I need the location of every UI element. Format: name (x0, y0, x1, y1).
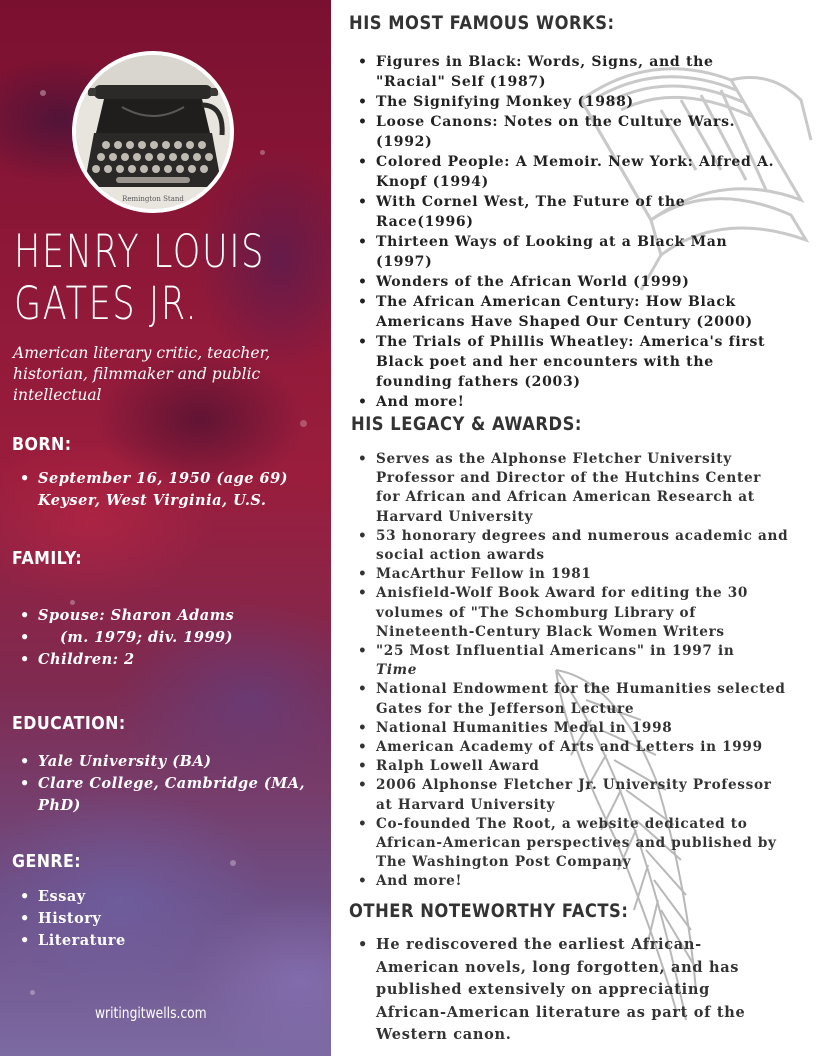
family-heading: FAMILY: (12, 548, 83, 569)
profile-sidebar (0, 0, 331, 1056)
legacy-list (358, 450, 790, 892)
facts-heading: OTHER NOTEWORTHY FACTS: (349, 900, 629, 922)
list-item: • Loose Canons: Notes on the Culture Wars. (1992) (358, 112, 788, 152)
family-list (20, 605, 320, 671)
education-list (20, 751, 320, 817)
typewriter-photo (72, 51, 234, 213)
education-heading: EDUCATION: (12, 713, 126, 734)
photo-caption: Remington Stand (122, 195, 184, 203)
list-item: • He rediscovered the earliest African-American novels, long forgotten, and has published extensively on appreciating African-American literature as part of the Western canon. (358, 934, 778, 1047)
list-item: • Literature (20, 930, 280, 952)
list-item: • (m. 1979; div. 1999) (20, 627, 320, 649)
list-item: • Children: 2 (20, 649, 320, 671)
works-list (358, 52, 788, 412)
list-item: • Figures in Black: Words, Signs, and the "Racial" Self (1987) (358, 52, 788, 92)
list-item: • American Academy of Arts and Letters in 1999 (358, 738, 790, 757)
typewriter-icon (76, 55, 230, 209)
list-item: • National Endowment for the Humanities selected Gates for the Jefferson Lecture (358, 680, 790, 718)
list-item: • The Signifying Monkey (1988) (358, 92, 788, 112)
list-item: • Essay (20, 886, 280, 908)
award-publication: Time (376, 662, 418, 679)
list-item: • The Trials of Phillis Wheatley: America's first Black poet and her encounters with the founding fathers (2003) (358, 332, 788, 392)
name-line-2: GATES JR. (14, 277, 199, 330)
main-content (331, 0, 816, 1056)
list-item: • Clare College, Cambridge (MA, PhD) (20, 773, 320, 817)
list-item: • Yale University (BA) (20, 751, 320, 773)
list-item: • Serves as the Alphonse Fletcher University Professor and Director of the Hutchins Center for African and African American Research at Harvard University (358, 450, 790, 527)
list-item: • MacArthur Fellow in 1981 (358, 565, 790, 584)
list-item: • Colored People: A Memoir. New York: Alfred A. Knopf (1994) (358, 152, 788, 192)
born-list (20, 468, 320, 512)
list-item: • Spouse: Sharon Adams (20, 605, 320, 627)
born-heading: BORN: (12, 434, 72, 455)
website-link[interactable]: writingitwells.com (95, 1004, 207, 1022)
list-item: • September 16, 1950 (age 69) Keyser, West Virginia, U.S. (20, 468, 320, 512)
name-line-1: HENRY LOUIS (14, 225, 265, 278)
list-item: • History (20, 908, 280, 930)
list-item: • National Humanities Medal in 1998 (358, 719, 790, 738)
person-subtitle: American literary critic, teacher, historian, filmmaker and public intellectual (13, 344, 271, 404)
list-item: • And more! (358, 392, 788, 412)
list-item: • Wonders of the African World (1999) (358, 272, 788, 292)
list-item: • 2006 Alphonse Fletcher Jr. University Professor at Harvard University (358, 776, 790, 814)
award-text: "25 Most Influential Americans" in 1997 in (376, 643, 735, 660)
list-item: • Ralph Lowell Award (358, 757, 790, 776)
list-item: • And more! (358, 872, 790, 891)
person-name (14, 226, 326, 330)
facts-list (358, 934, 778, 1047)
list-item: • The African American Century: How Black Americans Have Shaped Our Century (2000) (358, 292, 788, 332)
list-item (358, 642, 790, 680)
list-item: • Co-founded The Root, a website dedicated to African-American perspectives and published by The Washington Post Company (358, 815, 790, 873)
list-item: • Anisfield-Wolf Book Award for editing the 30 volumes of "The Schomburg Library of Nineteenth-Century Black Women Writers (358, 584, 790, 642)
list-item: • 53 honorary degrees and numerous academic and social action awards (358, 527, 790, 565)
works-heading: HIS MOST FAMOUS WORKS: (349, 12, 615, 34)
genre-list (20, 886, 280, 952)
list-item: • Thirteen Ways of Looking at a Black Man (1997) (358, 232, 788, 272)
genre-heading: GENRE: (12, 851, 82, 872)
list-item: • With Cornel West, The Future of the Race(1996) (358, 192, 788, 232)
legacy-heading: HIS LEGACY & AWARDS: (351, 413, 582, 435)
